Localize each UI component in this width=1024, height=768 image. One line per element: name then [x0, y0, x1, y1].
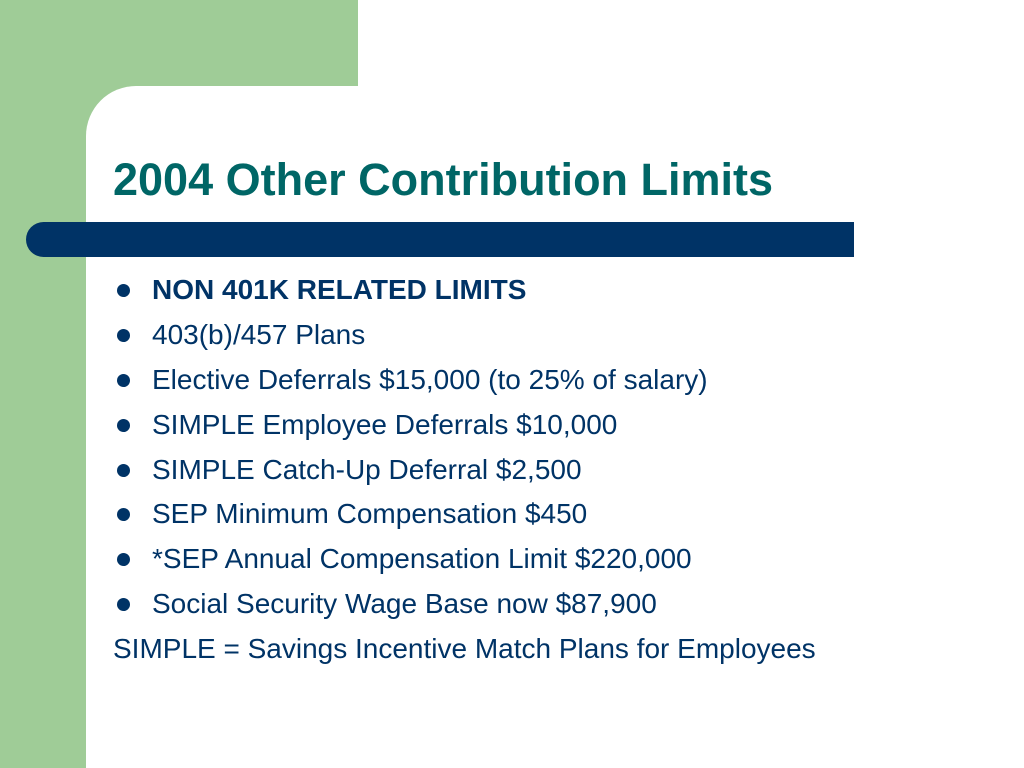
list-item [113, 358, 708, 403]
list-item [113, 537, 708, 582]
bullet-text: 403(b)/457 Plans [152, 318, 366, 350]
bullet-text: SEP Minimum Compensation $450 [152, 498, 588, 530]
bullet-text: Social Security Wage Base now $87,900 [152, 588, 657, 620]
bullet-text: SIMPLE Catch-Up Deferral $2,500 [152, 453, 582, 485]
bullet-dot-icon [117, 508, 130, 521]
list-item [113, 448, 708, 493]
bullet-text: NON 401K RELATED LIMITS [152, 274, 527, 305]
bullet-dot-icon [117, 374, 130, 387]
bullet-dot-icon [117, 464, 130, 477]
bullet-text: Elective Deferrals $15,000 (to 25% of salary) [152, 363, 708, 395]
bullet-text: SIMPLE Employee Deferrals $10,000 [152, 408, 618, 440]
list-item [113, 313, 708, 358]
title-underline-bar [26, 222, 854, 257]
bullet-text: *SEP Annual Compensation Limit $220,000 [152, 543, 692, 575]
bullet-dot-icon [117, 419, 130, 432]
bullet-list [113, 268, 708, 627]
list-item [113, 403, 708, 448]
footnote: SIMPLE = Savings Incentive Match Plans for Employees [113, 633, 816, 664]
slide-title: 2004 Other Contribution Limits [113, 154, 774, 205]
bullet-dot-icon [117, 598, 130, 611]
list-item [113, 268, 708, 313]
list-item [113, 582, 708, 627]
bullet-dot-icon [117, 284, 130, 297]
bullet-dot-icon [117, 553, 130, 566]
bullet-dot-icon [117, 329, 130, 342]
list-item [113, 492, 708, 537]
